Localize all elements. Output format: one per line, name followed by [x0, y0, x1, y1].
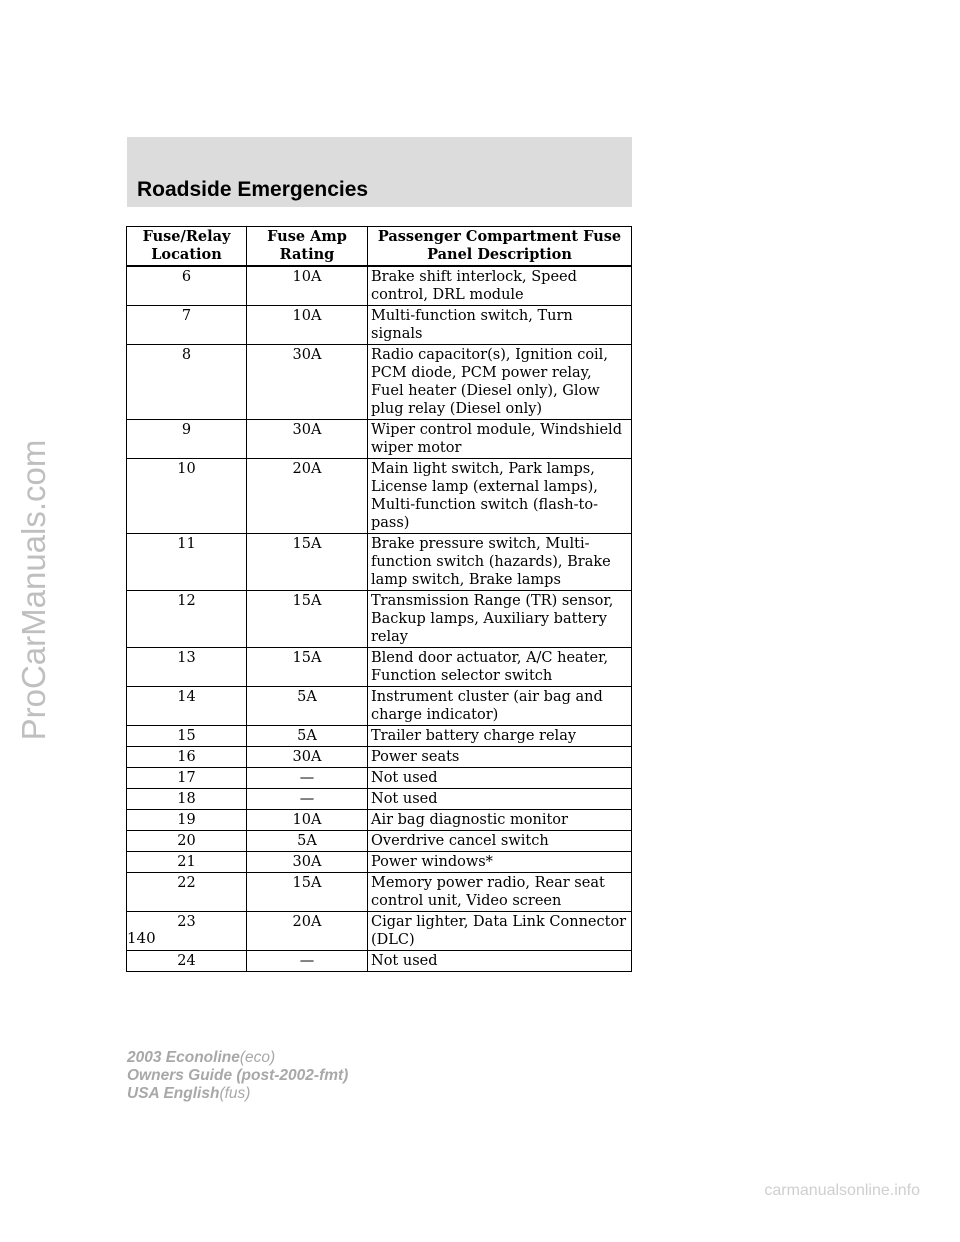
fuse-amp-cell: 15A — [247, 534, 368, 591]
table-row — [127, 951, 632, 972]
fuse-amp-cell: 20A — [247, 912, 368, 951]
fuse-description-cell: Blend door actuator, A/C heater, Function selector switch — [368, 648, 632, 687]
fuse-location-cell: 20 — [127, 831, 247, 852]
fuse-amp-cell: — — [247, 789, 368, 810]
fuse-description-cell: Brake pressure switch, Multi-function switch (hazards), Brake lamp switch, Brake lamps — [368, 534, 632, 591]
fuse-description-cell: Air bag diagnostic monitor — [368, 810, 632, 831]
table-row — [127, 534, 632, 591]
fuse-description-cell: Cigar lighter, Data Link Connector (DLC) — [368, 912, 632, 951]
fuse-description-cell: Trailer battery charge relay — [368, 726, 632, 747]
fuse-location-cell: 19 — [127, 810, 247, 831]
table-row — [127, 873, 632, 912]
fuse-location-cell: 9 — [127, 420, 247, 459]
fuse-location-cell: 6 — [127, 266, 247, 306]
fuse-amp-cell: 15A — [247, 873, 368, 912]
section-title: Roadside Emergencies — [137, 178, 369, 201]
header-amp-rating: Fuse Amp Rating — [247, 227, 368, 267]
page-number: 140 — [127, 929, 156, 947]
fuse-location-cell: 24 — [127, 951, 247, 972]
fuse-location-cell: 15 — [127, 726, 247, 747]
fuse-location-cell: 13 — [127, 648, 247, 687]
fuse-amp-cell: 10A — [247, 810, 368, 831]
header-location: Fuse/Relay Location — [127, 227, 247, 267]
table-row — [127, 687, 632, 726]
table-row — [127, 747, 632, 768]
table-row — [127, 768, 632, 789]
fuse-amp-cell: — — [247, 768, 368, 789]
fuse-amp-cell: 5A — [247, 687, 368, 726]
footer-guide: Owners Guide (post-2002-fmt) — [127, 1067, 349, 1084]
footer-language: USA English — [127, 1085, 220, 1102]
table-row — [127, 306, 632, 345]
fuse-amp-cell: 30A — [247, 345, 368, 420]
footer-line-3 — [127, 1085, 348, 1103]
fuse-table-body — [127, 266, 632, 972]
footer-line-2 — [127, 1067, 348, 1085]
fuse-location-cell: 7 — [127, 306, 247, 345]
fuse-description-cell: Not used — [368, 768, 632, 789]
section-header-band — [127, 137, 632, 207]
table-row — [127, 810, 632, 831]
fuse-location-cell: 8 — [127, 345, 247, 420]
table-row — [127, 345, 632, 420]
fuse-location-cell: 16 — [127, 747, 247, 768]
fuse-location-cell: 21 — [127, 852, 247, 873]
fuse-description-cell: Not used — [368, 951, 632, 972]
fuse-description-cell: Overdrive cancel switch — [368, 831, 632, 852]
fuse-description-cell: Instrument cluster (air bag and charge indicator) — [368, 687, 632, 726]
fuse-amp-cell: 30A — [247, 420, 368, 459]
footer-line-1 — [127, 1049, 348, 1067]
table-row — [127, 726, 632, 747]
footer-language-code: (fus) — [219, 1085, 251, 1102]
fuse-amp-cell: 15A — [247, 591, 368, 648]
fuse-location-cell: 10 — [127, 459, 247, 534]
fuse-description-cell: Power windows* — [368, 852, 632, 873]
fuse-description-cell: Power seats — [368, 747, 632, 768]
fuse-table — [126, 226, 632, 972]
fuse-location-cell: 23 — [127, 912, 247, 951]
fuse-amp-cell: 30A — [247, 852, 368, 873]
table-row — [127, 459, 632, 534]
fuse-description-cell: Wiper control module, Windshield wiper motor — [368, 420, 632, 459]
fuse-location-cell: 14 — [127, 687, 247, 726]
table-row — [127, 852, 632, 873]
fuse-amp-cell: 15A — [247, 648, 368, 687]
fuse-description-cell: Radio capacitor(s), Ignition coil, PCM diode, PCM power relay, Fuel heater (Diesel only), Glow plug relay (Diesel only) — [368, 345, 632, 420]
fuse-amp-cell: 20A — [247, 459, 368, 534]
table-row — [127, 789, 632, 810]
fuse-location-cell: 22 — [127, 873, 247, 912]
document-footer — [127, 1049, 348, 1103]
table-row — [127, 591, 632, 648]
header-description: Passenger Compartment Fuse Panel Description — [368, 227, 632, 267]
footer-model: 2003 Econoline — [127, 1049, 240, 1066]
table-row — [127, 420, 632, 459]
fuse-amp-cell: 30A — [247, 747, 368, 768]
fuse-amp-cell: 10A — [247, 306, 368, 345]
bottom-watermark: carmanualsonline.info — [764, 1182, 920, 1199]
fuse-description-cell: Brake shift interlock, Speed control, DRL module — [368, 266, 632, 306]
fuse-description-cell: Not used — [368, 789, 632, 810]
fuse-location-cell: 12 — [127, 591, 247, 648]
footer-model-code: (eco) — [239, 1049, 276, 1066]
fuse-location-cell: 17 — [127, 768, 247, 789]
side-watermark — [14, 340, 54, 840]
table-row — [127, 831, 632, 852]
fuse-description-cell: Transmission Range (TR) sensor, Backup lamps, Auxiliary battery relay — [368, 591, 632, 648]
table-row — [127, 266, 632, 306]
fuse-amp-cell: 5A — [247, 831, 368, 852]
fuse-description-cell: Memory power radio, Rear seat control unit, Video screen — [368, 873, 632, 912]
header-row — [127, 227, 632, 267]
side-watermark-text: ProCarManuals.com — [15, 439, 52, 741]
table-row — [127, 912, 632, 951]
fuse-table-head — [127, 227, 632, 267]
fuse-location-cell: 18 — [127, 789, 247, 810]
table-row — [127, 648, 632, 687]
fuse-amp-cell: — — [247, 951, 368, 972]
fuse-amp-cell: 10A — [247, 266, 368, 306]
fuse-description-cell: Multi-function switch, Turn signals — [368, 306, 632, 345]
fuse-description-cell: Main light switch, Park lamps, License lamp (external lamps), Multi-function switch (flash-to-pass) — [368, 459, 632, 534]
fuse-location-cell: 11 — [127, 534, 247, 591]
fuse-amp-cell: 5A — [247, 726, 368, 747]
